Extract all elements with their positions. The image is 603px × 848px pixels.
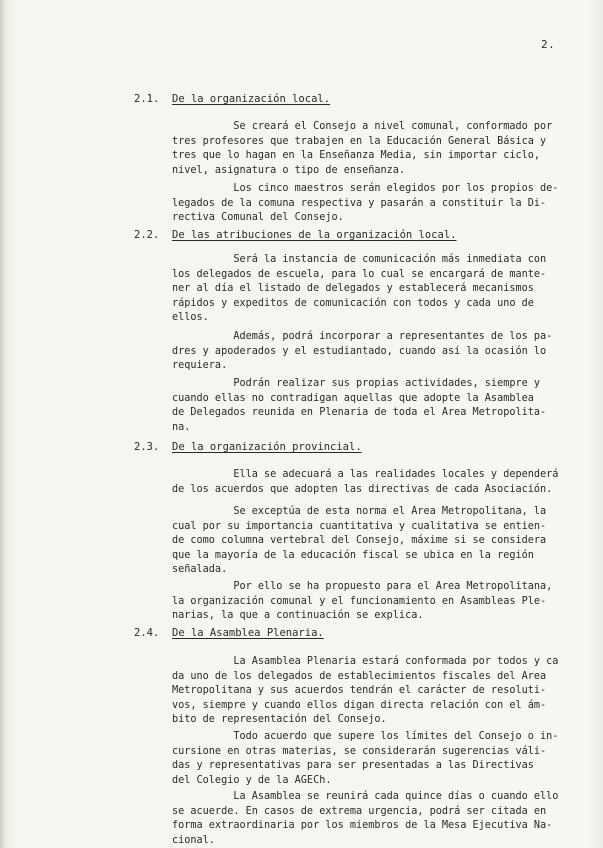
page-edge-shadow xyxy=(0,0,6,848)
section-heading xyxy=(134,93,330,105)
text-line: de los acuerdos que adopten las directivas de cada Asociación. xyxy=(172,483,553,495)
text-line: Todo acuerdo que supere los límites del Consejo o in- xyxy=(172,731,559,742)
section-number: 2.2. xyxy=(134,229,160,241)
text-line: da uno de los delegados de establecimientos fiscales del Area xyxy=(172,670,547,682)
text-line: Ella se adecuará a las realidades locales y dependerá xyxy=(172,469,559,480)
text-line: Será la instancia de comunicación más inmediata con xyxy=(172,254,547,265)
text-line: Podrán realizar sus propias actividades, siempre y xyxy=(172,378,541,389)
text-line: bito de representación del Consejo. xyxy=(172,714,387,726)
paragraph xyxy=(172,790,570,848)
text-line: cual por su importancia cuantitativa y cualitativa se entien- xyxy=(172,520,547,532)
text-line: Se exceptúa de esta norma el Area Metropolitana, la xyxy=(172,506,547,517)
text-line: ellos. xyxy=(172,312,209,324)
text-line: tres que lo hagan en la Enseñanza Media, sin importar ciclo, xyxy=(172,150,541,162)
paragraph xyxy=(172,253,570,326)
paragraph xyxy=(172,330,570,374)
text-line: Se creará el Consejo a nivel comunal, conformado por xyxy=(172,121,553,132)
section-heading xyxy=(134,229,456,241)
text-line: nivel, asignatura o tipo de enseñanza. xyxy=(172,164,406,176)
section-number: 2.1. xyxy=(134,93,160,105)
text-line: La Asamblea Plenaria estará conformada por todos y ca xyxy=(172,656,559,667)
text-line: das y representativas para ser presentadas a las Directivas xyxy=(172,760,534,772)
paragraph xyxy=(172,468,570,497)
text-line: del Colegio y de la AGECh. xyxy=(172,774,332,786)
section-title: De la organización local. xyxy=(172,93,331,105)
section-title: De la Asamblea Plenaria. xyxy=(172,627,324,639)
text-line: dres y apoderados y el estudiantado, cuando así la ocasión lo xyxy=(172,345,547,357)
text-line: tres profesores que trabajen en la Educación General Básica y xyxy=(172,135,547,147)
text-line: Además, podrá incorporar a representantes de los pa- xyxy=(172,331,553,342)
paragraph xyxy=(172,655,570,728)
text-line: rápidos y expeditos de comunicación con todos y cada uno de xyxy=(172,297,534,309)
section-number: 2.3. xyxy=(134,441,160,453)
page-number: 2. xyxy=(541,38,556,51)
section-heading xyxy=(134,627,324,639)
text-line: Metropolitana y sus acuerdos tendrán el carácter de resoluti- xyxy=(172,685,547,697)
paragraph xyxy=(172,120,570,178)
text-line: na. xyxy=(172,421,191,433)
text-line: la organización comunal y el funcionamiento en Asambleas Ple- xyxy=(172,595,547,607)
section-number: 2.4. xyxy=(134,627,160,639)
paragraph xyxy=(172,580,570,624)
section-title: De la organización provincial. xyxy=(172,441,362,453)
text-line: ner al día el listado de delegados y establecerá mecanismos xyxy=(172,283,534,295)
text-line: Por ello se ha propuesto para el Area Metropolitana, xyxy=(172,581,553,592)
paragraph xyxy=(172,505,570,578)
text-line: vos, siempre y cuando ellos digan directa relación con el ám- xyxy=(172,699,547,711)
text-line: cuando ellas no contradigan aquellas que adopte la Asamblea xyxy=(172,392,534,404)
text-line: forma extraordinaria por los miembros de la Mesa Ejecutiva Na- xyxy=(172,820,553,832)
paragraph xyxy=(172,182,570,226)
text-line: que la mayoría de la educación fiscal se ubica en la región xyxy=(172,549,534,561)
text-line: cursione en otras materias, se considerarán sugerencias váli- xyxy=(172,745,547,757)
text-line: se acuerde. En casos de extrema urgencia, podrá ser citada en xyxy=(172,805,547,817)
text-line: cional. xyxy=(172,834,215,846)
text-line: La Asamblea se reunirá cada quince días o cuando ello xyxy=(172,791,559,802)
text-line: Los cinco maestros serán elegidos por los propios de- xyxy=(172,183,559,194)
paragraph xyxy=(172,377,570,435)
section-heading xyxy=(134,441,362,453)
section-title: De las atribuciones de la organización local. xyxy=(172,229,457,241)
text-line: rectiva Comunal del Consejo. xyxy=(172,212,344,224)
text-line: de como columna vertebral del Consejo, máxime si se considera xyxy=(172,535,547,547)
text-line: señalada. xyxy=(172,564,228,576)
text-line: los delegados de escuela, para lo cual se encargará de mante- xyxy=(172,268,547,280)
paragraph xyxy=(172,730,570,788)
text-line: narias, la que a continuación se explica. xyxy=(172,610,424,622)
text-line: de Delegados reunida en Plenaria de toda el Area Metropolita- xyxy=(172,407,547,419)
text-line: requiera. xyxy=(172,360,228,372)
text-line: legados de la comuna respectiva y pasarán a constituir la Di- xyxy=(172,197,547,209)
